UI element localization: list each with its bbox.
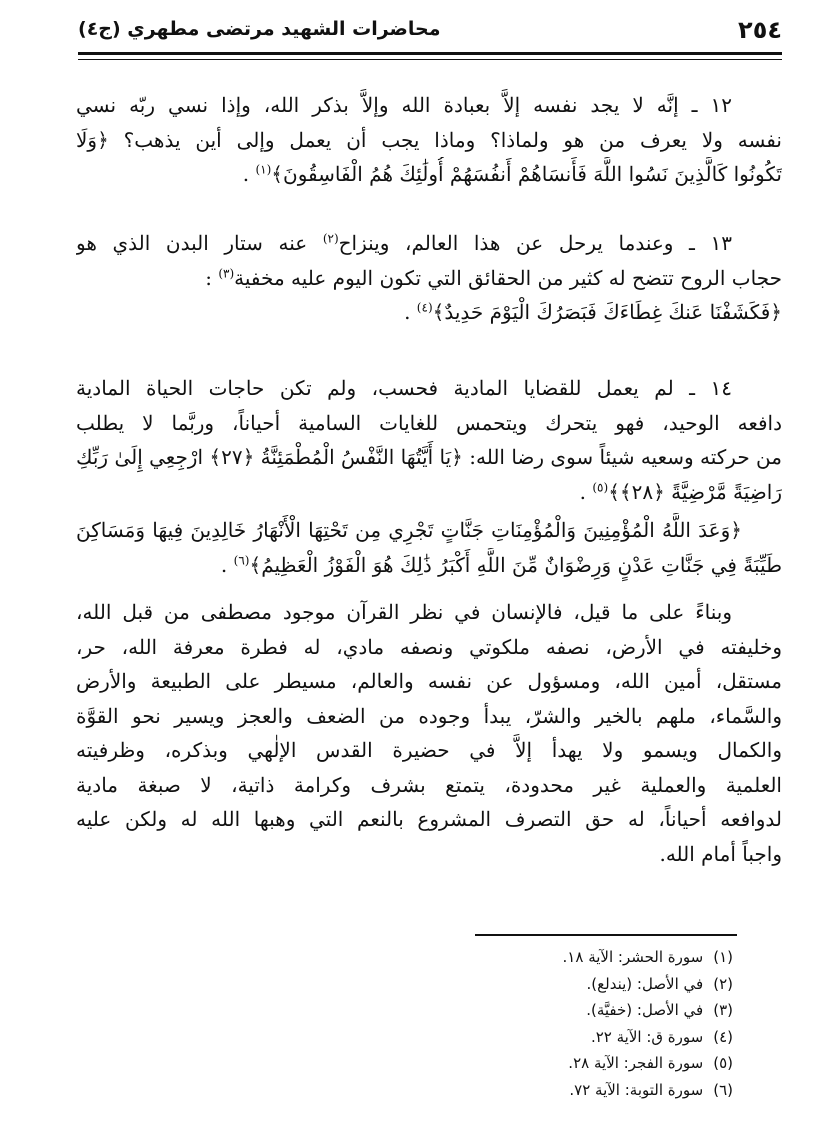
text-line: دافعه الوحيد، فهو يتحرك ويتحمس للغايات السامية أحياناً، وربَّما لا يطلب	[76, 410, 782, 435]
text-line: العلمية والعملية غير محدودة، يتمتع بشرف وكرامة ذاتية، لا صبغة مادية	[76, 772, 782, 797]
line-start: ١٣ ـ وعندما يرحل عن هذا العالم، وينزاح	[338, 231, 733, 255]
concluding-paragraph	[76, 595, 782, 871]
verse-text: رَاضِيَةً مَّرْضِيَّةً ﴿٢٨﴾﴾	[608, 479, 782, 504]
text-line: من حركته وسعيه شيئاً سوى رضا الله: ﴿يَا أَيَّتُهَا النَّفْسُ الْمُطْمَئِنَّةُ ﴿٢٧﴾ ارْجِعِي إِلَىٰ رَبِّكِ	[76, 445, 782, 469]
footnote	[563, 997, 733, 1024]
footnote-ref: (٤)	[416, 300, 433, 315]
quran-verse-line: طَيِّبَةً فِي جَنَّاتِ عَدْنٍ وَرِضْوَانٌ مِّنَ اللَّهِ أَكْبَرُ ذَٰلِكَ هُوَ الْفَوْزُ الْعَظِيمُ﴾$^{(٦)}$ .	[220, 552, 782, 577]
footnote-ref: (٦)	[233, 552, 250, 567]
footnote-number: (٥)	[713, 1054, 733, 1072]
text-line: ١٤ ـ لم يعمل للقضايا المادية فحسب، ولم تكن حاجات الحياة المادية	[76, 376, 732, 400]
verse-text: طَيِّبَةً فِي جَنَّاتِ عَدْنٍ وَرِضْوَانٌ مِّنَ اللَّهِ أَكْبَرُ ذَٰلِكَ هُوَ الْفَوْزُ الْعَظِيمُ﴾	[249, 552, 782, 577]
footnote-number: (٣)	[713, 1001, 733, 1019]
text-line: ١٢ ـ إنَّه لا يجد نفسه إلاَّ بعبادة الله وإلاَّ بذكر الله، وإذا نسي ربّه نسي	[76, 93, 732, 117]
footnote-ref: (١)	[255, 162, 272, 177]
footnote-number: (٢)	[713, 974, 733, 993]
text-line: مستقل، أمين الله، ومسؤول عن نفسه والعالم، مسيطر على الطبيعة والأرض	[76, 669, 782, 693]
footnote-text: في الأصل: (خفيَّة).	[586, 1001, 704, 1019]
text-line: والسَّماء، ملهم بالخير والشرّ، يبدأ وجوده من الضعف والعجز ويسير نحو القوَّة	[76, 703, 782, 728]
running-title: محاضرات الشهيد مرتضى مطهري (ج٤)	[78, 18, 441, 40]
running-header	[78, 12, 782, 52]
footnote-number: (٤)	[713, 1027, 733, 1046]
text-line: نفسه ولا يعرف من هو ولماذا؟ وماذا يجب أن يعمل وإلى أين يذهب؟ ﴿وَلَا	[76, 127, 782, 152]
footnote	[563, 1050, 733, 1077]
header-rule	[78, 52, 782, 60]
footnote-number: (١)	[713, 948, 733, 966]
footnote-number: (٦)	[713, 1080, 733, 1099]
text-line: والكمال ويسمو ولا يهدأ إلاَّ في حضيرة القدس الإلٰهي وبذكره، وظرفيته	[76, 738, 782, 762]
footnote	[563, 1077, 733, 1104]
paragraph-12	[76, 88, 782, 192]
footnote	[563, 971, 733, 998]
text-line: وبناءً على ما قيل، فالإنسان في نظر القرآن موجود مصطفى من قبل الله،	[76, 600, 732, 624]
footnote-ref: (٢)	[322, 231, 339, 246]
paragraph-13	[76, 226, 782, 330]
footnote-text: سورة الحشر: الآية ١٨.	[562, 948, 704, 966]
quran-verse-block	[76, 513, 782, 582]
quran-verse-line: ﴿فَكَشَفْنَا عَنكَ غِطَاءَكَ فَبَصَرُكَ الْيَوْمَ حَدِيدٌ﴾$^{(٤)}$ .	[404, 300, 782, 324]
footnote-text: سورة الفجر: الآية ٢٨.	[568, 1054, 704, 1072]
footnote-rule	[475, 934, 737, 936]
footnote-text: في الأصل: (يندلع).	[586, 974, 704, 993]
footnotes	[563, 944, 733, 1103]
footnote-text: سورة التوبة: الآية ٧٢.	[569, 1080, 704, 1099]
footnote	[563, 944, 733, 971]
page-number: ٢٥٤	[738, 16, 782, 44]
text-line: وخليفته في الأرض، نصفه ملكوتي ونصفه مادي، له فطرة معرفة الله، حر،	[76, 634, 782, 659]
paragraph-14	[76, 371, 782, 509]
line-end: عنه ستار البدن الذي هو	[76, 231, 308, 255]
text-line	[76, 226, 782, 261]
line-text: حجاب الروح تتضح له كثير من الحقائق التي تكون اليوم عليه مخفية	[234, 265, 782, 290]
text-line: واجباً أمام الله.	[659, 841, 782, 866]
footnote	[563, 1024, 733, 1051]
footnote-ref: (٣)	[218, 265, 235, 280]
quran-verse-line: ﴿وَعَدَ اللَّهُ الْمُؤْمِنِينَ وَالْمُؤْمِنَاتِ جَنَّاتٍ تَجْرِي مِن تَحْتِهَا الْأَنْهَارُ خَالِدِينَ فِيهَا وَمَسَاكِنَ	[76, 518, 742, 542]
text-line: لدوافعه أحياناً، له حق التصرف المشروع بالنعم التي وهبها الله له ولكن عليه	[76, 807, 782, 831]
quran-verse-line: تَكُونُوا كَالَّذِينَ نَسُوا اللَّهَ فَأَنسَاهُمْ أَنفُسَهُمْ أُولَٰئِكَ هُمُ الْفَاسِقُونَ﴾$^{(١)}$ .	[242, 162, 782, 186]
text-line: حجاب الروح تتضح له كثير من الحقائق التي تكون اليوم عليه مخفية$^{(٣)}$ :	[205, 265, 782, 290]
verse-text: تَكُونُوا كَالَّذِينَ نَسُوا اللَّهَ فَأَنسَاهُمْ أَنفُسَهُمْ أُولَٰئِكَ هُمُ الْفَاسِقُونَ﴾	[271, 162, 782, 186]
verse-text: ﴿فَكَشَفْنَا عَنكَ غِطَاءَكَ فَبَصَرُكَ الْيَوْمَ حَدِيدٌ﴾	[432, 300, 782, 324]
quran-verse-line: رَاضِيَةً مَّرْضِيَّةً ﴿٢٨﴾﴾$^{(٥)}$ .	[579, 479, 782, 504]
footnote-text: سورة ق: الآية ٢٢.	[590, 1027, 704, 1046]
footnote-ref: (٥)	[592, 479, 609, 494]
